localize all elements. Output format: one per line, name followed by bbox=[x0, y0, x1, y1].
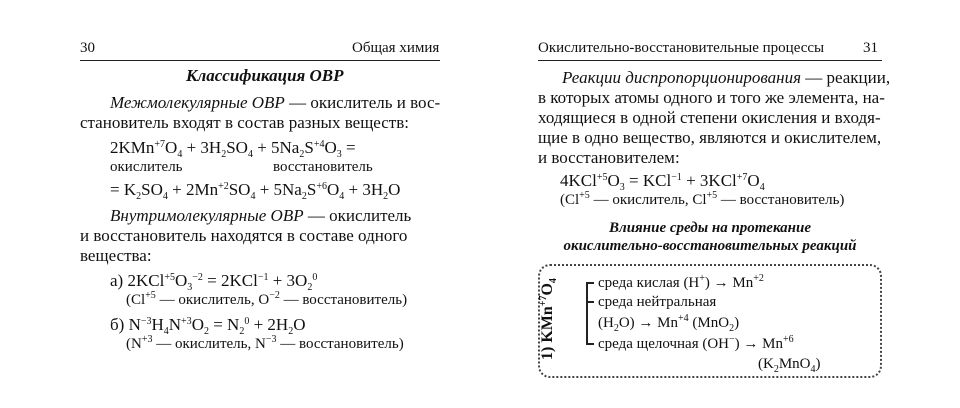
equation-a-note: ($Cl^{+5}$ — окислитель, $O^{-2}$ — восстановитель) bbox=[126, 289, 408, 308]
equation-disproportionation: $4KCl^{+5}O_3 = KCl^{-1} + 3KCl^{+7}O_4$ bbox=[560, 171, 765, 193]
paragraph-disproportionation-line2: в которых атомы одного и того же элемента, на- bbox=[538, 88, 885, 107]
note-text: — восстановитель) bbox=[717, 192, 845, 208]
paragraph-intermolecular-line2: становитель входят в состав разных веществ: bbox=[80, 113, 409, 132]
scheme-alkaline-product: $(K_2MnO_4)$ bbox=[758, 356, 821, 375]
equation-1-line1: $2KMn^{+7}O_4 + 3H_2SO_4 + 5Na_2S^{+4}O_3$ = bbox=[110, 138, 356, 160]
scheme-permanganate-label: 1) $KMn^{+7}O_4$ bbox=[537, 278, 559, 360]
note-text: — восстановитель) bbox=[279, 292, 408, 308]
running-head-left: Общая химия bbox=[352, 40, 440, 56]
section-heading-classification: Классификация ОВР bbox=[186, 66, 344, 85]
paragraph-text: — окислитель bbox=[303, 206, 412, 225]
paragraph-disproportionation-line4: щие в одно вещество, являются и окислителем, bbox=[538, 128, 882, 147]
scheme-tick-acidic bbox=[586, 282, 594, 284]
scheme-tick-alkaline bbox=[586, 343, 594, 345]
paragraph-disproportionation-line3: ходящиеся в одной степени окисления и входя- bbox=[538, 108, 881, 127]
equation-1-line2: = $K_2SO_4 + 2Mn^{+2}SO_4 + 5Na_2S^{+6}O_4 + 3H_2O$ bbox=[110, 180, 401, 202]
paragraph-intramolecular-line1 bbox=[110, 206, 411, 226]
note-text: — окислитель, bbox=[152, 336, 255, 352]
paragraph-intramolecular-line2: и восстановитель находятся в составе одного bbox=[80, 226, 408, 245]
scheme-tick-neutral bbox=[586, 301, 594, 303]
item-letter-a: а) bbox=[110, 271, 124, 290]
equation-1-reducer-label: восстановитель bbox=[273, 159, 373, 175]
term-disproportionation: Реакции диспропорционирования bbox=[562, 68, 801, 87]
note-text: — восстановитель) bbox=[276, 336, 404, 352]
term-intermolecular: Межмолекулярные ОВР bbox=[110, 93, 285, 112]
section-heading-medium-line2: окислительно-восстановительных реакций bbox=[563, 238, 857, 254]
paragraph-text: — реакции, bbox=[800, 68, 891, 87]
page-number-left: 30 bbox=[80, 40, 95, 56]
scheme-alkaline-label: среда щелочная bbox=[598, 336, 699, 352]
scheme-neutral-label: среда нейтральная bbox=[598, 294, 717, 310]
paragraph-intramolecular-line3: вещества: bbox=[80, 246, 152, 265]
term-intramolecular: Внутримолекулярные ОВР bbox=[110, 206, 304, 225]
equation-disproportionation-note: ($Cl^{+5}$ — окислитель, $Cl^{+5}$ — восстановитель) bbox=[560, 189, 845, 208]
section-heading-medium-line1: Влияние среды на протекание bbox=[609, 220, 811, 236]
note-text: — окислитель, bbox=[589, 192, 693, 208]
equation-a: а) $2KCl^{+5}O_3^{-2} = 2KCl^{-1} + 3O_2^0$ bbox=[110, 271, 318, 293]
scheme-alkaline: среда щелочная $(OH^-) \to Mn^{+6}$ bbox=[598, 333, 794, 352]
item-letter-b: б) bbox=[110, 315, 125, 334]
header-rule-left bbox=[80, 60, 440, 61]
scheme-acidic-label: среда кислая bbox=[598, 275, 680, 291]
header-rule-right bbox=[538, 60, 882, 61]
note-text: — окислитель, bbox=[155, 292, 259, 308]
scheme-acidic: среда кислая $(H^+) \to Mn^{+2}$ bbox=[598, 272, 764, 291]
page-number-right: 31 bbox=[863, 40, 878, 56]
equation-1-oxidizer-label: окислитель bbox=[110, 159, 183, 175]
paragraph-disproportionation-line1 bbox=[562, 68, 890, 88]
paragraph-intermolecular-line1 bbox=[110, 93, 440, 113]
equation-b: б) $N^{-3}H_4N^{+3}O_2 = N_2^0 + 2H_2O$ bbox=[110, 315, 306, 337]
scheme-neutral-products: $(H_2O) \to Mn^{+4}$ (MnO$_2$) bbox=[598, 312, 740, 334]
equation-b-note: ($N^{+3}$ — окислитель, $N^{-3}$ — восстановитель) bbox=[126, 333, 404, 352]
paragraph-disproportionation-line5: и восстановителем: bbox=[538, 148, 680, 167]
paragraph-text: — окислитель и вос- bbox=[284, 93, 441, 112]
scheme-prefix: 1) bbox=[539, 346, 556, 360]
running-head-right: Окислительно-восстановительные процессы bbox=[538, 40, 825, 56]
scheme-bracket bbox=[586, 282, 596, 344]
